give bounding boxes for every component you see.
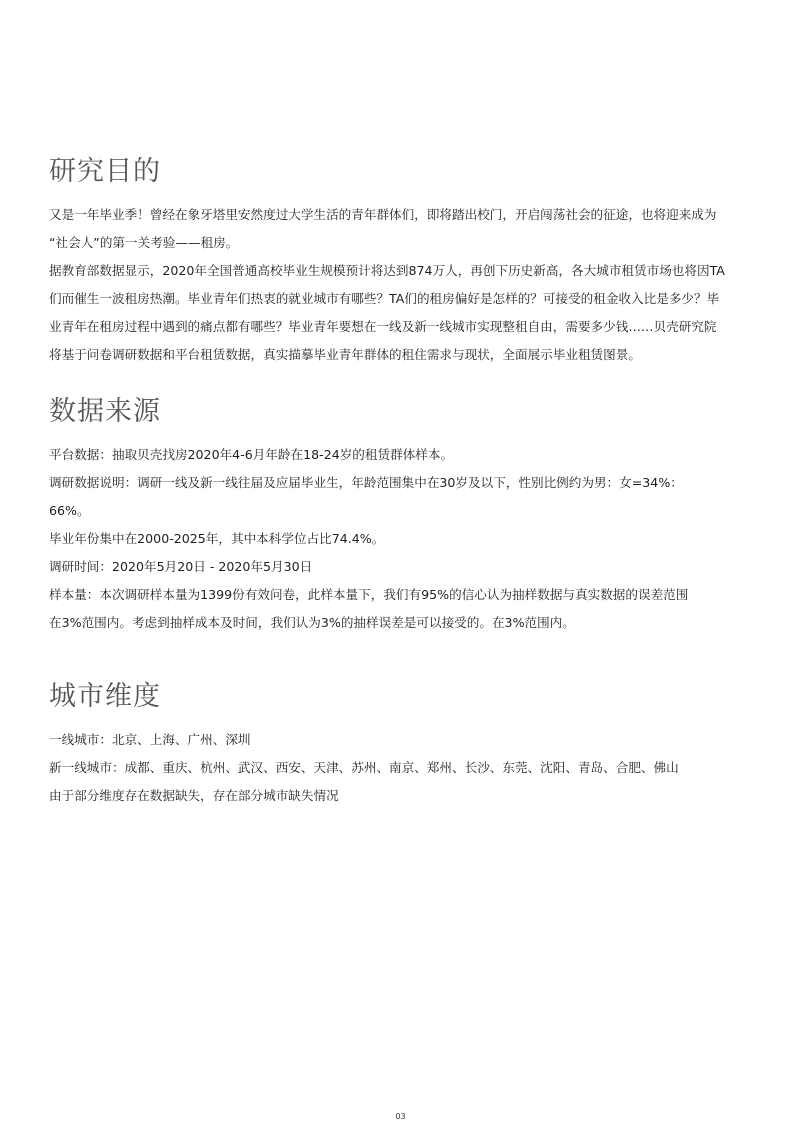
section-body bbox=[49, 726, 759, 810]
section-research-purpose bbox=[49, 154, 759, 369]
section-body bbox=[49, 441, 759, 637]
section-data-source bbox=[49, 394, 759, 637]
body-line: 一线城市：北京、上海、广州、深圳 bbox=[49, 732, 251, 747]
body-line: 又是一年毕业季！曾经在象牙塔里安然度过大学生活的青年群体们，即将踏出校门，开启闯荡社会的征途，也将迎来成为 bbox=[49, 207, 717, 222]
body-line: 新一线城市：成都、重庆、杭州、武汉、西安、天津、苏州、南京、郑州、长沙、东莞、沈阳、青岛、合肥、佛山 bbox=[49, 760, 679, 775]
body-line: 将基于问卷调研数据和平台租赁数据，真实描摹毕业青年群体的租住需求与现状，全面展示毕业租赁图景。 bbox=[49, 347, 641, 362]
body-line: 调研数据说明：调研一线及新一线往届及应届毕业生，年龄范围集中在30岁及以下，性别比例约为男：女=34%： bbox=[49, 475, 683, 490]
body-line: 平台数据：抽取贝壳找房2020年4-6月年龄在18-24岁的租赁群体样本。 bbox=[49, 447, 454, 462]
section-heading: 研究目的 bbox=[49, 156, 161, 187]
body-line: 在3%范围内。考虑到抽样成本及时间，我们认为3%的抽样误差是可以接受的。在3%范围内。 bbox=[49, 615, 575, 630]
body-line: “社会人”的第一关考验——租房。 bbox=[49, 235, 239, 250]
body-line: 据教育部数据显示，2020年全国普通高校毕业生规模预计将达到874万人，再创下历史新高，各大城市租赁市场也将因TA bbox=[49, 263, 725, 278]
section-heading: 数据来源 bbox=[49, 396, 161, 427]
page-number: 03 bbox=[395, 1112, 406, 1121]
body-line: 业青年在租房过程中遇到的痛点都有哪些？毕业青年要想在一线及新一线城市实现整租自由，需要多少钱……贝壳研究院 bbox=[49, 319, 717, 334]
section-city-dimension bbox=[49, 679, 759, 810]
body-line: 调研时间：2020年5月20日 - 2020年5月30日 bbox=[49, 559, 313, 574]
body-line: 们而催生一波租房热潮。毕业青年们热衷的就业城市有哪些？TA们的租房偏好是怎样的？可接受的租金收入比是多少？毕 bbox=[49, 291, 720, 306]
body-line: 由于部分维度存在数据缺失，存在部分城市缺失情况 bbox=[49, 788, 339, 803]
section-body bbox=[49, 201, 759, 369]
body-line: 毕业年份集中在2000-2025年，其中本科学位占比74.4%。 bbox=[49, 531, 385, 546]
section-heading: 城市维度 bbox=[49, 681, 161, 712]
body-line: 样本量：本次调研样本量为1399份有效问卷，此样本量下，我们有95%的信心认为抽样数据与真实数据的误差范围 bbox=[49, 587, 689, 602]
body-line: 66%。 bbox=[49, 503, 90, 518]
